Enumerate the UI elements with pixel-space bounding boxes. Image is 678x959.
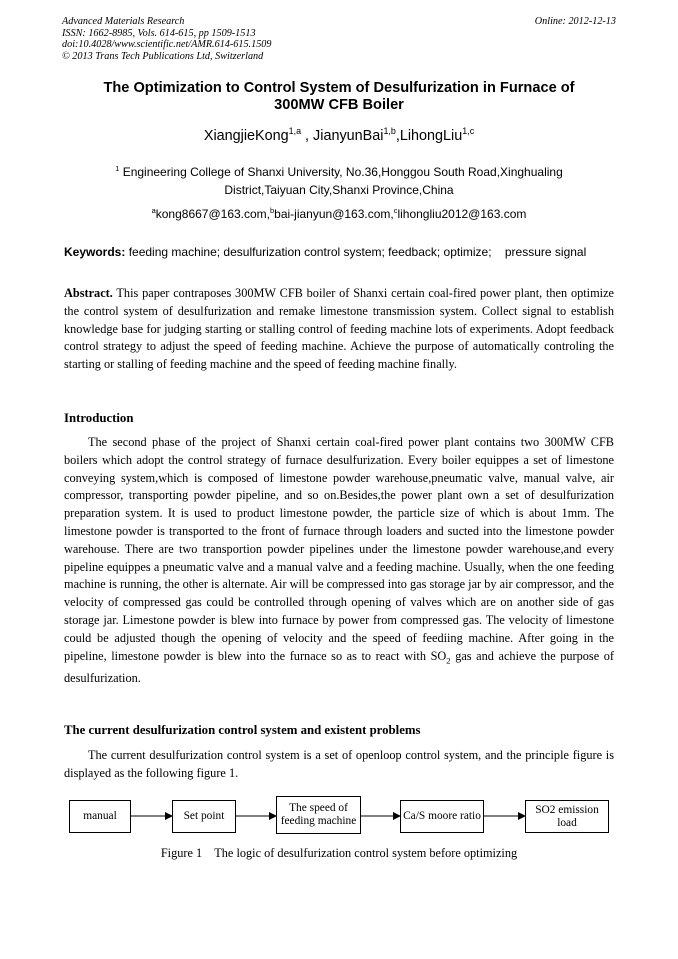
title-line-2: 300MW CFB Boiler — [274, 97, 404, 113]
introduction-heading: Introduction — [64, 411, 134, 425]
box-so2-emission: SO2 emission load — [525, 800, 609, 833]
email-marker-a: a — [151, 206, 156, 215]
keywords-label: Keywords: — [64, 245, 126, 259]
introduction-text: The second phase of the project of Shanxi certain coal-fired power plant contains two 300MW CFB boilers which adopt the control strategy of furnace desulfurization. Every boiler equippes a set of limestone conveying system,which is composed of limestone powder warehouse,pneumatic valve, manual valve, air compressor, transporting powder pipeline, and so on.Besides,the power plant own a set of desulfurization preparation system. It is used to product limestone powder, the particle size of which is about 1mm. The limestone powder is transported to the front of furnace through loaders and sucted into the limestone powder warehouse. There are two transportion powder pipelines under the limestone powder warehouse,and every pipeline equippes a pneumatic valve and a manual valve and a feeding machine. Usually, when the one feeding machine is running, the other is alternate. Air will be compressed into gas storage jar by air compressor, and the velocity of compressed gas could be controlled through opening of valves which are on another side of gas storage jar. Limestone powder is blew into furnace by power from compressed gas. The velocity of limestone could be adjusted though the opening of velocity and the speed of feediing machine. After going in the pipeline, limestone powder is blew into the furnace so as to react with SO — [64, 435, 614, 663]
email-3: lihongliu2012@163.com — [397, 207, 527, 221]
title-line-1: The Optimization to Control System of Desulfurization in Furnace of — [103, 80, 575, 96]
author-2-affil: 1,b — [383, 126, 396, 137]
email-marker-b: b — [270, 206, 275, 215]
introduction-text-end: gas and achieve the purpose of desulfurization. — [64, 648, 614, 685]
author-1-affil: 1,a — [288, 126, 302, 137]
author-3-affil: 1,c — [462, 126, 475, 137]
author-3: LihongLiu — [399, 128, 463, 144]
figure-caption: Figure 1 The logic of desulfurization control system before optimizing — [160, 846, 518, 860]
author-separator: , — [395, 128, 400, 144]
box-feeding-speed: The speed of feeding machine — [276, 796, 361, 834]
author-1: XiangjieKong — [203, 128, 289, 144]
email-marker-c: c — [393, 206, 398, 215]
email-1: kong8667@163.com, — [155, 207, 271, 221]
so2-subscript: 2 — [446, 655, 451, 666]
issn-line: ISSN: 1662-8985, Vols. 614-615, pp 1509-1513 — [62, 27, 256, 39]
abstract-text: This paper contraposes 300MW CFB boiler of Shanxi certain coal-fired power plant, then optimize the control system of desulfurization and remake limestone transmission system. Collect signal to establish knowledge base for judging starting or stalling control of feeding machine lots of experiments. Adopt feedback control strategy to adjust the speed of feeding machine. Achieve the purpose of automatically controling the starting or stalling of feeding machine and the speed of feeding machine finally. — [64, 286, 614, 372]
author-separator: , — [301, 128, 314, 144]
box-set-point: Set point — [172, 800, 236, 833]
section-paragraph: The current desulfurization control system is a set of openloop control system, and the principle figure is displayed as the following figure 1. — [64, 748, 614, 780]
box-ca-s-ratio: Ca/S moore ratio — [400, 800, 484, 833]
journal-name: Advanced Materials Research — [62, 16, 185, 27]
section-heading: The current desulfurization control system and existent problems — [64, 723, 421, 737]
online-date: Online: 2012-12-13 — [534, 16, 616, 27]
doi-line: doi:10.4028/www.scientific.net/AMR.614-615.1509 — [62, 39, 272, 50]
abstract-label: Abstract. — [64, 286, 113, 300]
affiliation-line-1: Engineering College of Shanxi University, No.36,Honggou South Road,Xinghualing — [119, 165, 563, 179]
copyright-line: © 2013 Trans Tech Publications Ltd, Switzerland — [62, 50, 264, 62]
keywords-text: feeding machine; desulfurization control system; feedback; optimize; pressure signal — [125, 245, 587, 259]
affiliation-line-2: District,Taiyuan City,Shanxi Province,China — [224, 183, 454, 197]
author-2: JianyunBai — [313, 128, 384, 144]
email-2: bai-jianyun@163.com, — [274, 207, 394, 221]
box-manual: manual — [69, 800, 131, 833]
affiliation-marker: 1 — [115, 164, 120, 173]
